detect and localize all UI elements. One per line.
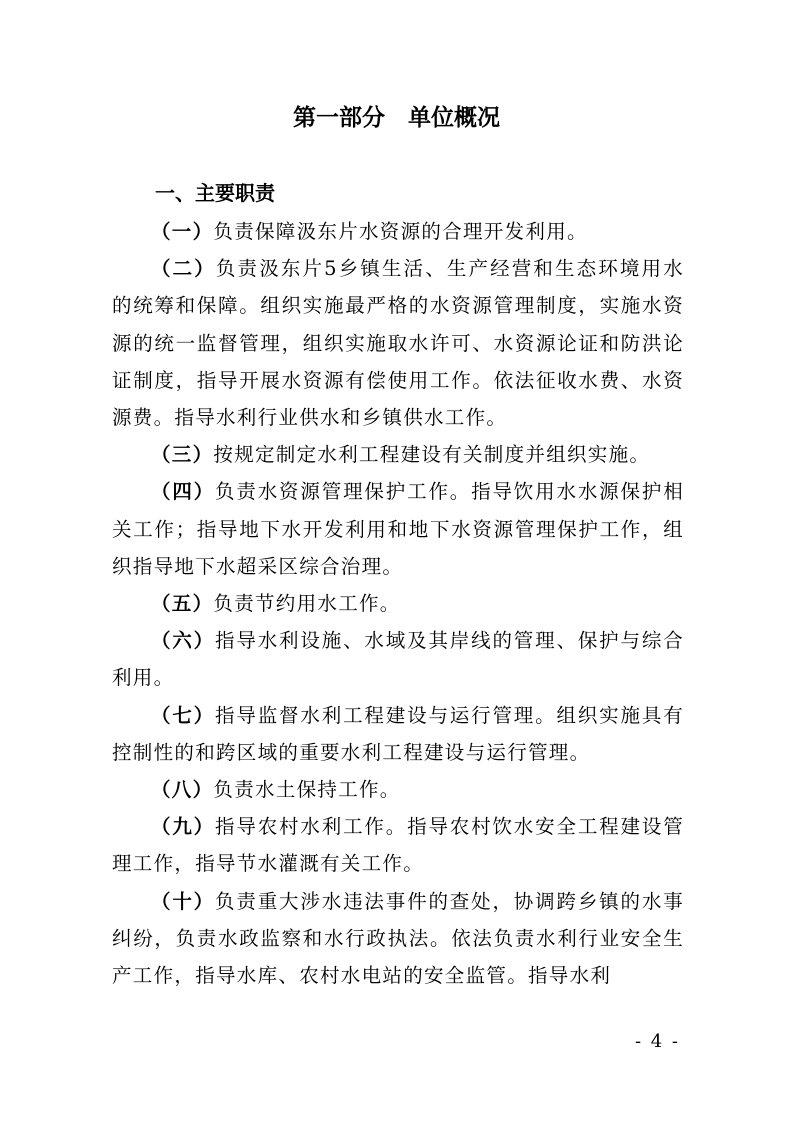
item-text: 负责重大涉水违法事件的查处，协调跨乡镇的水事纠纷，负责水政监察和水行政执法。依法负责水利行业安全生产工作，指导水库、农村水电站的安全监管。指导水利 <box>112 889 684 988</box>
section-heading: 一、主要职责 <box>155 181 275 205</box>
item-number: （六） <box>151 629 216 653</box>
paragraph-5 <box>112 585 684 622</box>
item-text: 负责水资源管理保护工作。指导饮用水水源保护相关工作；指导地下水开发利用和地下水资源管理保护工作，组织指导地下水超采区综合治理。 <box>112 480 684 578</box>
paragraph-7 <box>112 697 684 771</box>
paragraph-1 <box>112 213 684 250</box>
body-text <box>112 213 684 994</box>
item-text: 负责保障汲东片水资源的合理开发利用。 <box>213 220 588 243</box>
page-title: 第一部分 单位概况 <box>293 105 500 131</box>
paragraph-3 <box>112 436 684 473</box>
paragraph-9 <box>112 808 684 882</box>
paragraph-2 <box>112 250 684 436</box>
paragraph-4 <box>112 473 684 585</box>
item-number: （一） <box>151 220 214 243</box>
paragraph-10 <box>112 883 684 995</box>
item-text: 指导水利设施、水域及其岸线的管理、保护与综合利用。 <box>112 629 684 690</box>
item-number: （七） <box>151 703 216 727</box>
item-text: 负责汲东片5乡镇生活、生产经营和生态环境用水的统筹和保障。组织实施最严格的水资源管理制度，实施水资源的统一监督管理，组织实施取水许可、水资源论证和防洪论证制度，指导开展水资源有偿使用工作。依法征收水费、水资源费。指导水利行业供水和乡镇供水工作。 <box>112 257 684 430</box>
item-number: （十） <box>151 889 216 913</box>
item-number: （四） <box>151 480 216 504</box>
item-text: 指导监督水利工程建设与运行管理。组织实施具有控制性的和跨区域的重要水利工程建设与运行管理。 <box>112 703 684 764</box>
paragraph-6 <box>112 622 684 696</box>
item-text: 指导农村水利工作。指导农村饮水安全工程建设管理工作，指导节水灌溉有关工作。 <box>112 815 684 876</box>
item-number: （五） <box>151 592 214 616</box>
item-text: 按规定制定水利工程建设有关制度并组织实施。 <box>213 443 651 467</box>
paragraph-8 <box>112 771 684 808</box>
item-number: （三） <box>151 443 214 467</box>
item-number: （二） <box>151 257 216 281</box>
item-text: 负责水土保持工作。 <box>213 778 401 802</box>
item-text: 负责节约用水工作。 <box>213 592 401 616</box>
item-number: （九） <box>151 815 216 839</box>
page-number: - 4 - <box>634 1031 680 1052</box>
item-number: （八） <box>151 778 214 802</box>
